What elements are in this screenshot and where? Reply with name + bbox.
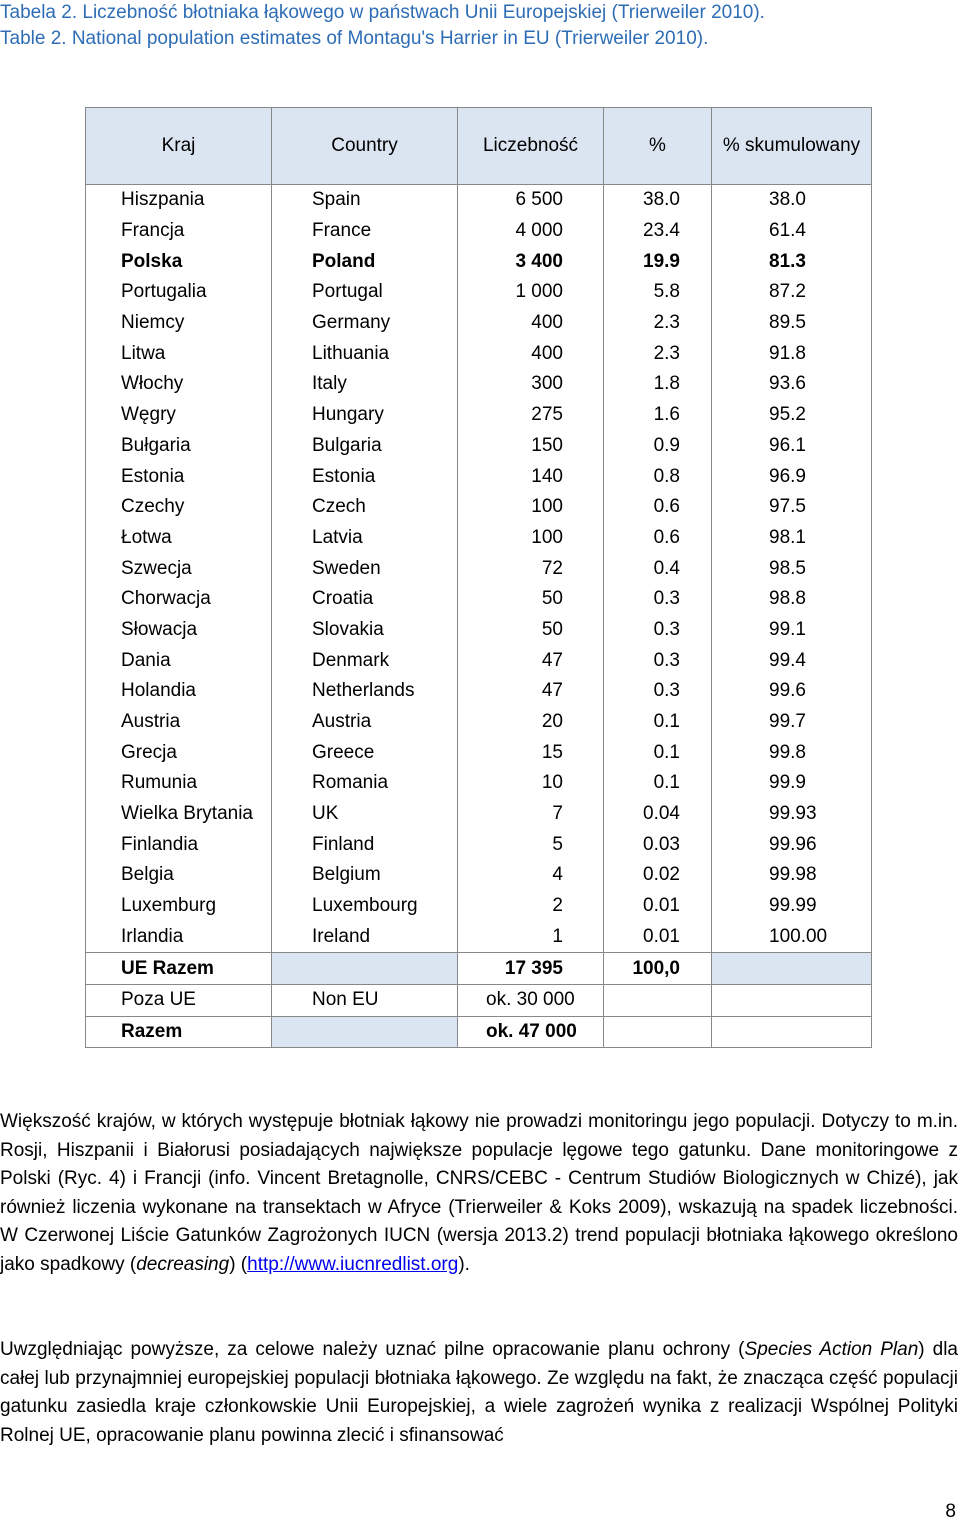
country-cell: Portugal [272, 277, 458, 308]
kraj-cell: Luxemburg [86, 891, 272, 922]
kraj-cell: Wielka Brytania [86, 799, 272, 830]
percent-cell: 38.0 [604, 185, 712, 216]
kraj-cell: Węgry [86, 400, 272, 431]
count-cell: 6 500 [458, 185, 604, 216]
count-cell: 400 [458, 338, 604, 369]
cumulative-cell: 81.3 [712, 246, 872, 277]
cumulative-cell: 89.5 [712, 308, 872, 339]
cumulative-cell: 99.1 [712, 615, 872, 646]
count-cell: 20 [458, 707, 604, 738]
table-row [86, 492, 872, 523]
kraj-cell: Dania [86, 645, 272, 676]
count-cell: 275 [458, 400, 604, 431]
outside-cumulative-empty [712, 984, 872, 1016]
paragraph-action-plan [0, 1336, 958, 1450]
count-cell: 1 000 [458, 277, 604, 308]
total-label: Razem [86, 1016, 272, 1048]
percent-cell: 0.6 [604, 492, 712, 523]
kraj-cell: Rumunia [86, 768, 272, 799]
count-cell: 400 [458, 308, 604, 339]
count-cell: 1 [458, 922, 604, 953]
header-cumulative: % skumulowany [712, 108, 872, 185]
count-cell: 50 [458, 584, 604, 615]
country-cell: Estonia [272, 461, 458, 492]
header-kraj: Kraj [86, 108, 272, 185]
count-cell: 3 400 [458, 246, 604, 277]
count-cell: 100 [458, 523, 604, 554]
kraj-cell: Belgia [86, 860, 272, 891]
kraj-cell: Finlandia [86, 829, 272, 860]
kraj-cell: Chorwacja [86, 584, 272, 615]
percent-cell: 0.1 [604, 737, 712, 768]
paragraph1-text-a: Większość krajów, w których występuje błotniak łąkowy nie prowadzi monitoringu jego populacji. Dotyczy to m.in. Rosji, Hiszpanii i Białorusi posiadających największe populacje lęgowe tego gatunku. Dane monitoringowe z Polski (Ryc. 4) i Francji (info. Vincent Bretagnolle, CNRS/CEBC - Centrum Studiów Biologicznych w Chizé), jak również liczenia wykonane na transektach w Afryce (Trierweiler & Koks 2009), wskazują na spadek liczebności. W Czerwonej Liście Gatunków Zagrożonych IUCN (wersja 2013.2) trend populacji błotniaka łąkowego określono jako spadkowy ( [0, 1111, 958, 1275]
country-cell: Belgium [272, 860, 458, 891]
percent-cell: 0.8 [604, 461, 712, 492]
country-cell: Ireland [272, 922, 458, 953]
summary-row-outside [86, 984, 872, 1016]
kraj-cell: Irlandia [86, 922, 272, 953]
table-row [86, 707, 872, 738]
total-country-empty [272, 1016, 458, 1048]
header-percent: % [604, 108, 712, 185]
cumulative-cell: 93.6 [712, 369, 872, 400]
table-row [86, 369, 872, 400]
percent-cell: 1.6 [604, 400, 712, 431]
cumulative-cell: 99.8 [712, 737, 872, 768]
page-number: 8 [945, 1501, 956, 1522]
percent-cell: 0.6 [604, 523, 712, 554]
table-row [86, 246, 872, 277]
percent-cell: 19.9 [604, 246, 712, 277]
kraj-cell: Polska [86, 246, 272, 277]
percent-cell: 0.3 [604, 584, 712, 615]
count-cell: 72 [458, 553, 604, 584]
count-cell: 7 [458, 799, 604, 830]
kraj-cell: Austria [86, 707, 272, 738]
table-row [86, 185, 872, 216]
paragraph-monitoring [0, 1108, 958, 1279]
total-percent-empty [604, 1016, 712, 1048]
percent-cell: 0.3 [604, 645, 712, 676]
cumulative-cell: 38.0 [712, 185, 872, 216]
count-cell: 4 [458, 860, 604, 891]
paragraph2-text-b: ) dla całej lub przynajmniej europejskiej populacji błotniaka łąkowego. Ze względu na fakt, że znacząca część populacji gatunku zasiedla kraje członkowskie Unii Europejskiej, a wiele zagrożeń wynika z realizacji Wspólnej Polityki Rolnej UE, opracowanie planu powinna zlecić i sfinansować [0, 1339, 958, 1446]
country-cell: Finland [272, 829, 458, 860]
count-cell: 100 [458, 492, 604, 523]
paragraph1-text-c: ). [458, 1253, 470, 1275]
cumulative-cell: 99.93 [712, 799, 872, 830]
percent-cell: 0.9 [604, 431, 712, 462]
ue-country-empty [272, 953, 458, 985]
cumulative-cell: 98.5 [712, 553, 872, 584]
cumulative-cell: 99.6 [712, 676, 872, 707]
country-cell: Croatia [272, 584, 458, 615]
kraj-cell: Estonia [86, 461, 272, 492]
percent-cell: 0.02 [604, 860, 712, 891]
percent-cell: 0.03 [604, 829, 712, 860]
country-cell: Austria [272, 707, 458, 738]
percent-cell: 0.3 [604, 676, 712, 707]
table-row [86, 584, 872, 615]
percent-cell: 1.8 [604, 369, 712, 400]
count-cell: 140 [458, 461, 604, 492]
summary-row-ue [86, 953, 872, 985]
count-cell: 4 000 [458, 216, 604, 247]
country-cell: Latvia [272, 523, 458, 554]
table-row [86, 277, 872, 308]
percent-cell: 0.1 [604, 768, 712, 799]
cumulative-cell: 99.96 [712, 829, 872, 860]
total-cumulative-empty [712, 1016, 872, 1048]
kraj-cell: Włochy [86, 369, 272, 400]
cumulative-cell: 98.8 [712, 584, 872, 615]
count-cell: 47 [458, 645, 604, 676]
kraj-cell: Francja [86, 216, 272, 247]
percent-cell: 0.04 [604, 799, 712, 830]
table-row [86, 676, 872, 707]
percent-cell: 0.01 [604, 891, 712, 922]
table-row [86, 891, 872, 922]
count-cell: 10 [458, 768, 604, 799]
country-cell: UK [272, 799, 458, 830]
cumulative-cell: 91.8 [712, 338, 872, 369]
kraj-cell: Niemcy [86, 308, 272, 339]
country-cell: Germany [272, 308, 458, 339]
table-row [86, 461, 872, 492]
table-header-row [86, 108, 872, 185]
cumulative-cell: 99.4 [712, 645, 872, 676]
percent-cell: 2.3 [604, 338, 712, 369]
outside-country: Non EU [272, 984, 458, 1016]
paragraph2-text-a: Uwzględniając powyższe, za celowe należy uznać pilne opracowanie planu ochrony ( [0, 1339, 745, 1360]
paragraph1-text-b: ) ( [229, 1253, 248, 1275]
cumulative-cell: 99.7 [712, 707, 872, 738]
table-row [86, 860, 872, 891]
percent-cell: 0.4 [604, 553, 712, 584]
count-cell: 15 [458, 737, 604, 768]
country-cell: Slovakia [272, 615, 458, 646]
percent-cell: 0.3 [604, 615, 712, 646]
table-row [86, 829, 872, 860]
outside-percent-empty [604, 984, 712, 1016]
cumulative-cell: 97.5 [712, 492, 872, 523]
kraj-cell: Szwecja [86, 553, 272, 584]
country-cell: Luxembourg [272, 891, 458, 922]
cumulative-cell: 99.99 [712, 891, 872, 922]
percent-cell: 0.1 [604, 707, 712, 738]
table-row [86, 523, 872, 554]
caption-polish: Tabela 2. Liczebność błotniaka łąkowego w państwach Unii Europejskiej (Trierweiler 2010). [0, 2, 765, 23]
table-row [86, 216, 872, 247]
outside-count: ok. 30 000 [458, 984, 604, 1016]
kraj-cell: Litwa [86, 338, 272, 369]
country-cell: Italy [272, 369, 458, 400]
kraj-cell: Hiszpania [86, 185, 272, 216]
table-row [86, 799, 872, 830]
percent-cell: 2.3 [604, 308, 712, 339]
cumulative-cell: 98.1 [712, 523, 872, 554]
population-table [85, 107, 872, 1048]
table-row [86, 431, 872, 462]
country-cell: Bulgaria [272, 431, 458, 462]
ue-count: 17 395 [458, 953, 604, 985]
country-cell: Spain [272, 185, 458, 216]
country-cell: Hungary [272, 400, 458, 431]
country-cell: Romania [272, 768, 458, 799]
ue-percent: 100,0 [604, 953, 712, 985]
count-cell: 50 [458, 615, 604, 646]
summary-row-total [86, 1016, 872, 1048]
table-row [86, 645, 872, 676]
country-cell: Greece [272, 737, 458, 768]
count-cell: 5 [458, 829, 604, 860]
cumulative-cell: 100.00 [712, 922, 872, 953]
total-count: ok. 47 000 [458, 1016, 604, 1048]
table-row [86, 768, 872, 799]
cumulative-cell: 95.2 [712, 400, 872, 431]
percent-cell: 0.01 [604, 922, 712, 953]
table-row [86, 922, 872, 953]
count-cell: 150 [458, 431, 604, 462]
header-country: Country [272, 108, 458, 185]
country-cell: Lithuania [272, 338, 458, 369]
cumulative-cell: 96.9 [712, 461, 872, 492]
percent-cell: 5.8 [604, 277, 712, 308]
iucn-link[interactable]: http://www.iucnredlist.org [247, 1253, 459, 1275]
kraj-cell: Holandia [86, 676, 272, 707]
caption-english: Table 2. National population estimates of Montagu's Harrier in EU (Trierweiler 2010). [0, 28, 709, 49]
country-cell: Poland [272, 246, 458, 277]
cumulative-cell: 99.9 [712, 768, 872, 799]
kraj-cell: Słowacja [86, 615, 272, 646]
kraj-cell: Czechy [86, 492, 272, 523]
paragraph1-italic: decreasing [136, 1253, 230, 1275]
table-row [86, 615, 872, 646]
count-cell: 47 [458, 676, 604, 707]
percent-cell: 23.4 [604, 216, 712, 247]
country-cell: Denmark [272, 645, 458, 676]
country-cell: Netherlands [272, 676, 458, 707]
country-cell: France [272, 216, 458, 247]
ue-label: UE Razem [86, 953, 272, 985]
kraj-cell: Portugalia [86, 277, 272, 308]
cumulative-cell: 99.98 [712, 860, 872, 891]
cumulative-cell: 61.4 [712, 216, 872, 247]
count-cell: 300 [458, 369, 604, 400]
ue-cumulative-empty [712, 953, 872, 985]
table-row [86, 553, 872, 584]
country-cell: Sweden [272, 553, 458, 584]
table-row [86, 308, 872, 339]
count-cell: 2 [458, 891, 604, 922]
table-row [86, 400, 872, 431]
table-row [86, 338, 872, 369]
kraj-cell: Bułgaria [86, 431, 272, 462]
cumulative-cell: 87.2 [712, 277, 872, 308]
cumulative-cell: 96.1 [712, 431, 872, 462]
header-liczebnosc: Liczebność [458, 108, 604, 185]
country-cell: Czech [272, 492, 458, 523]
outside-label: Poza UE [86, 984, 272, 1016]
kraj-cell: Łotwa [86, 523, 272, 554]
kraj-cell: Grecja [86, 737, 272, 768]
table-row [86, 737, 872, 768]
paragraph2-italic: Species Action Plan [744, 1339, 919, 1360]
